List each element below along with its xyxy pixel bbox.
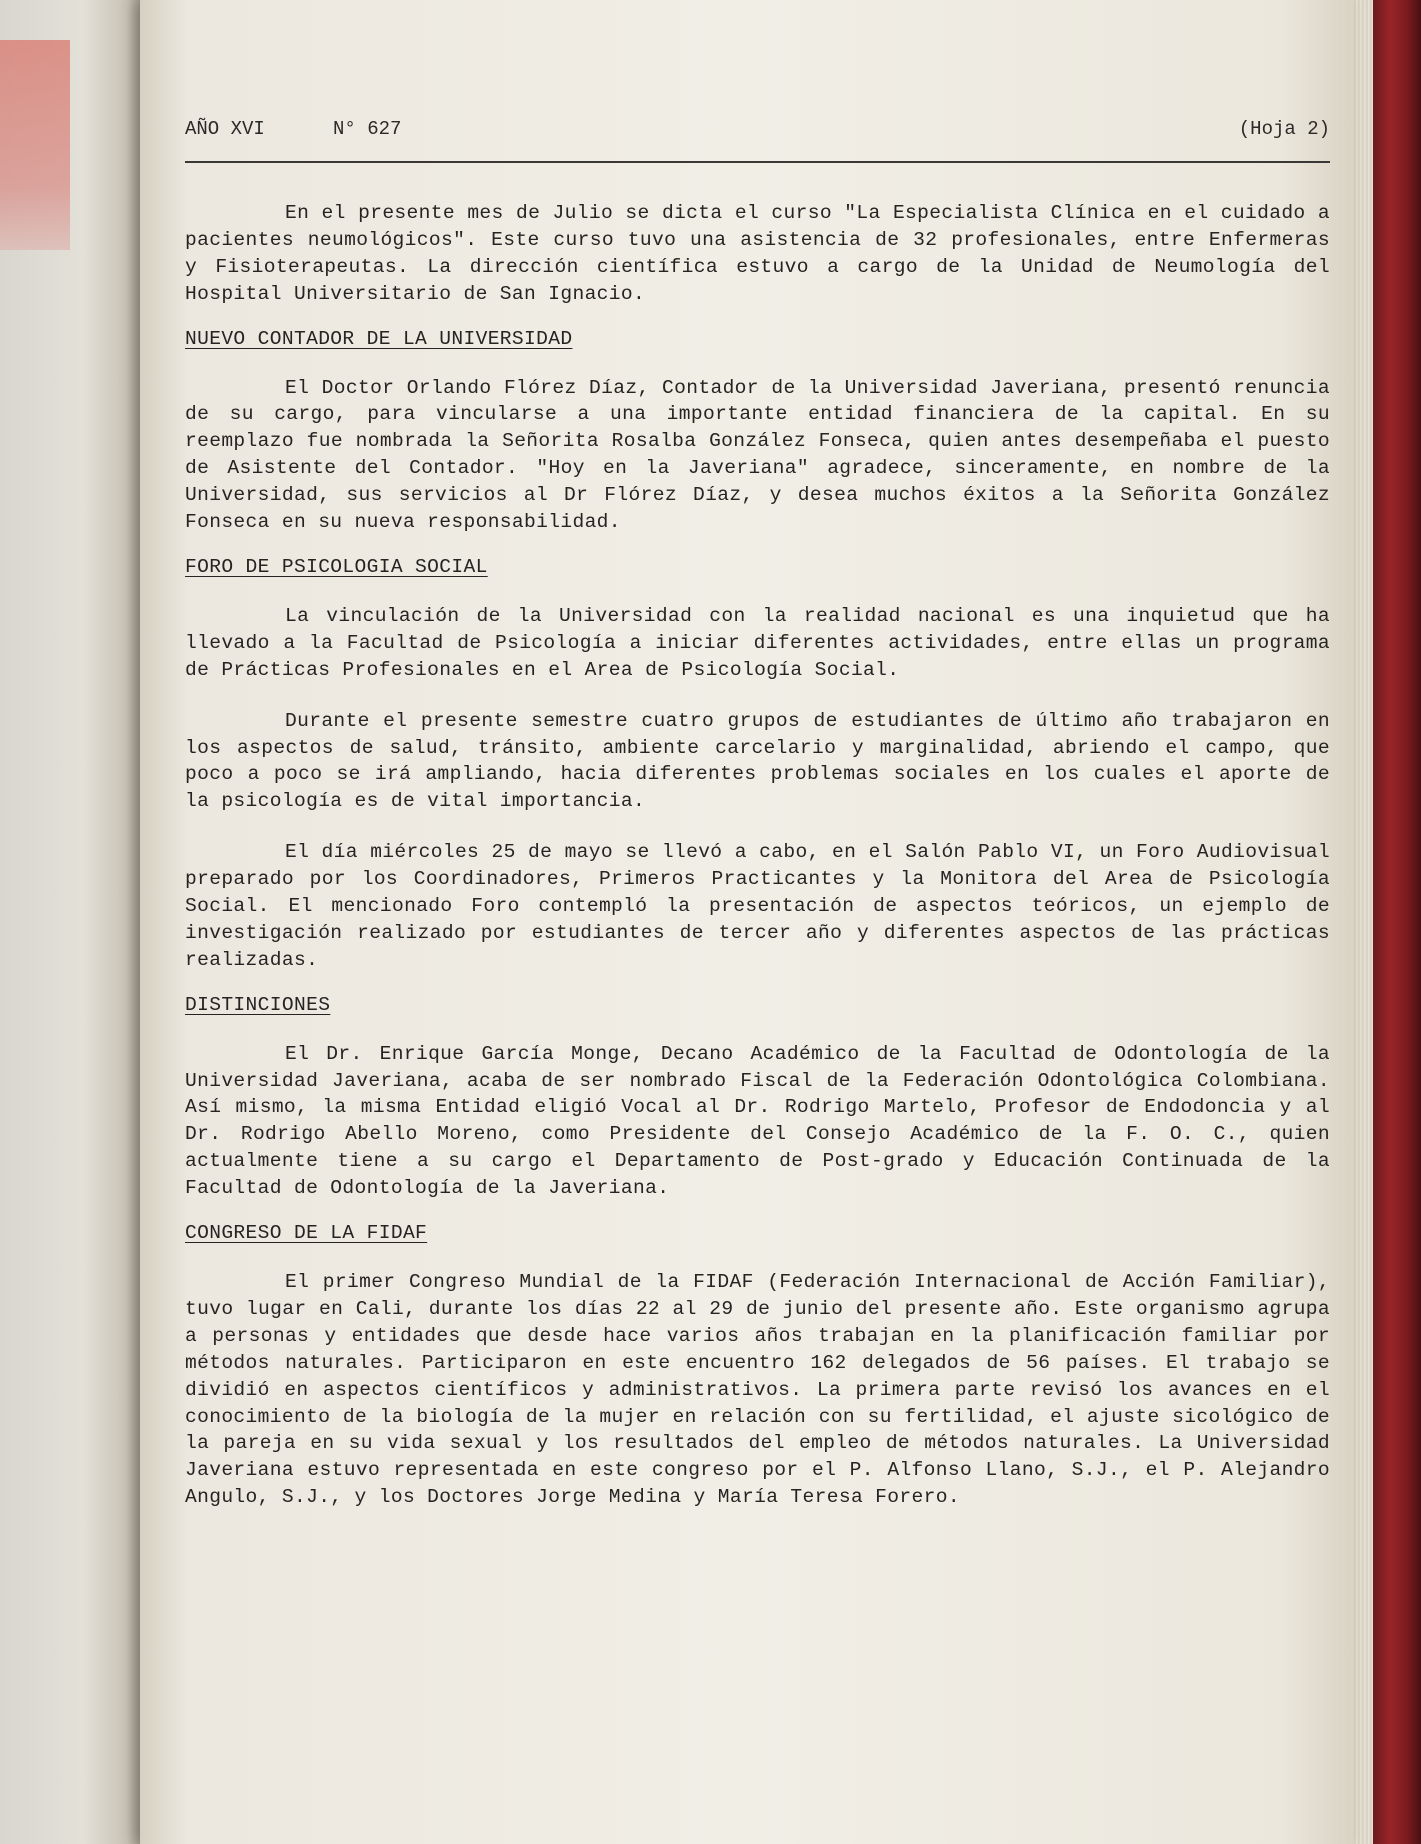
- header-rule: [185, 161, 1330, 163]
- section-title-foro: FORO DE PSICOLOGIA SOCIAL: [185, 555, 488, 578]
- section-title-congreso: CONGRESO DE LA FIDAF: [185, 1222, 428, 1245]
- intro-paragraph: En el presente mes de Julio se dicta el curso "La Especialista Clínica en el cuidado a pacientes neumológicos". Este curso tuvo una asistencia de 32 profesionales, entre Enfermeras y Fisioterapeutas. La dirección científica estuvo a cargo de la Unidad de Neumología del Hospital Universitario de San Ignacio.: [185, 202, 1330, 305]
- foro-paragraph-1: La vinculación de la Universidad con la realidad nacional es una inquietud que ha llevado a la Facultad de Psicología a iniciar diferentes actividades, entre ellas un programa de Prácticas Profesionales en el Area de Psicología Social.: [185, 604, 1330, 681]
- page-stack-edge: [1353, 0, 1373, 1844]
- binder-red-block: [0, 40, 70, 250]
- sheet-number: (Hoja 2): [1238, 118, 1330, 140]
- section-title-contador: NUEVO CONTADOR DE LA UNIVERSIDAD: [185, 327, 573, 350]
- page-body: [185, 200, 1330, 1511]
- contador-paragraph: El Doctor Orlando Flórez Díaz, Contador de la Universidad Javeriana, presentó renuncia de su cargo, para vincularse a una importante entidad financiera de la capital. En su reemplazo fue nombrada la Señorita Rosalba González Fonseca, quien antes desempeñaba el puesto de Asistente del Contador. "Hoy en la Javeriana" agradece, sinceramente, en nombre de la Universidad, sus servicios al Dr Flórez Díaz, y desea muchos éxitos a la Señorita González Fonseca en su nueva responsabilidad.: [185, 376, 1330, 534]
- congreso-paragraph: El primer Congreso Mundial de la FIDAF (Federación Internacional de Acción Familiar), tuvo lugar en Cali, durante los días 22 al 29 de junio del presente año. Este organismo agrupa a personas y entidades que desde hace varios años trabajan en la planificación familiar por métodos naturales. Participaron en este encuentro 162 delegados de 56 países. El trabajo se dividió en aspectos científicos y administrativos. La primera parte revisó los avances en el conocimiento de la biología de la mujer en relación con su fertilidad, el ajuste sicológico de la pareja en su vida sexual y los resultados del empleo de métodos naturales. La Universidad Javeriana estuvo representada en este congreso por el P. Alfonso Llano, S.J., el P. Alejandro Angulo, S.J., y los Doctores Jorge Medina y María Teresa Forero.: [185, 1271, 1330, 1509]
- binder-edge: [0, 0, 150, 1844]
- page-header: [185, 118, 1330, 148]
- section-title-distinciones: DISTINCIONES: [185, 993, 331, 1016]
- foro-paragraph-2: Durante el presente semestre cuatro grupos de estudiantes de último año trabajaron en los aspectos de salud, tránsito, ambiente carcelario y marginalidad, abriendo el campo, que poco a poco se irá ampliando, hacia diferentes problemas sociales en los cuales el aporte de la psicología es de vital importancia.: [185, 709, 1330, 813]
- issue-year: AÑO XVI: [185, 118, 265, 140]
- document-page: [140, 0, 1353, 1844]
- foro-paragraph-3: El día miércoles 25 de mayo se llevó a cabo, en el Salón Pablo VI, un Foro Audiovisual preparado por los Coordinadores, Primeros Practicantes y la Monitora del Area de Psicología Social. El mencionado Foro contempló la presentación de aspectos teóricos, un ejemplo de investigación realizado por estudiantes de tercer año y diferentes aspectos de las prácticas realizadas.: [185, 841, 1330, 971]
- issue-number: N° 627: [333, 118, 402, 140]
- book-cover-edge: [1373, 0, 1421, 1844]
- distinciones-paragraph: El Dr. Enrique García Monge, Decano Académico de la Facultad de Odontología de la Universidad Javeriana, acaba de ser nombrado Fiscal de la Federación Odontológica Colombiana. Así mismo, la misma Entidad eligió Vocal al Dr. Rodrigo Martelo, Profesor de Endodoncia y al Dr. Rodrigo Abello Moreno, como Presidente del Consejo Académico de la F. O. C., quien actualmente tiene a su cargo el Departamento de Post-grado y Educación Continuada de la Facultad de Odontología de la Javeriana.: [185, 1042, 1330, 1200]
